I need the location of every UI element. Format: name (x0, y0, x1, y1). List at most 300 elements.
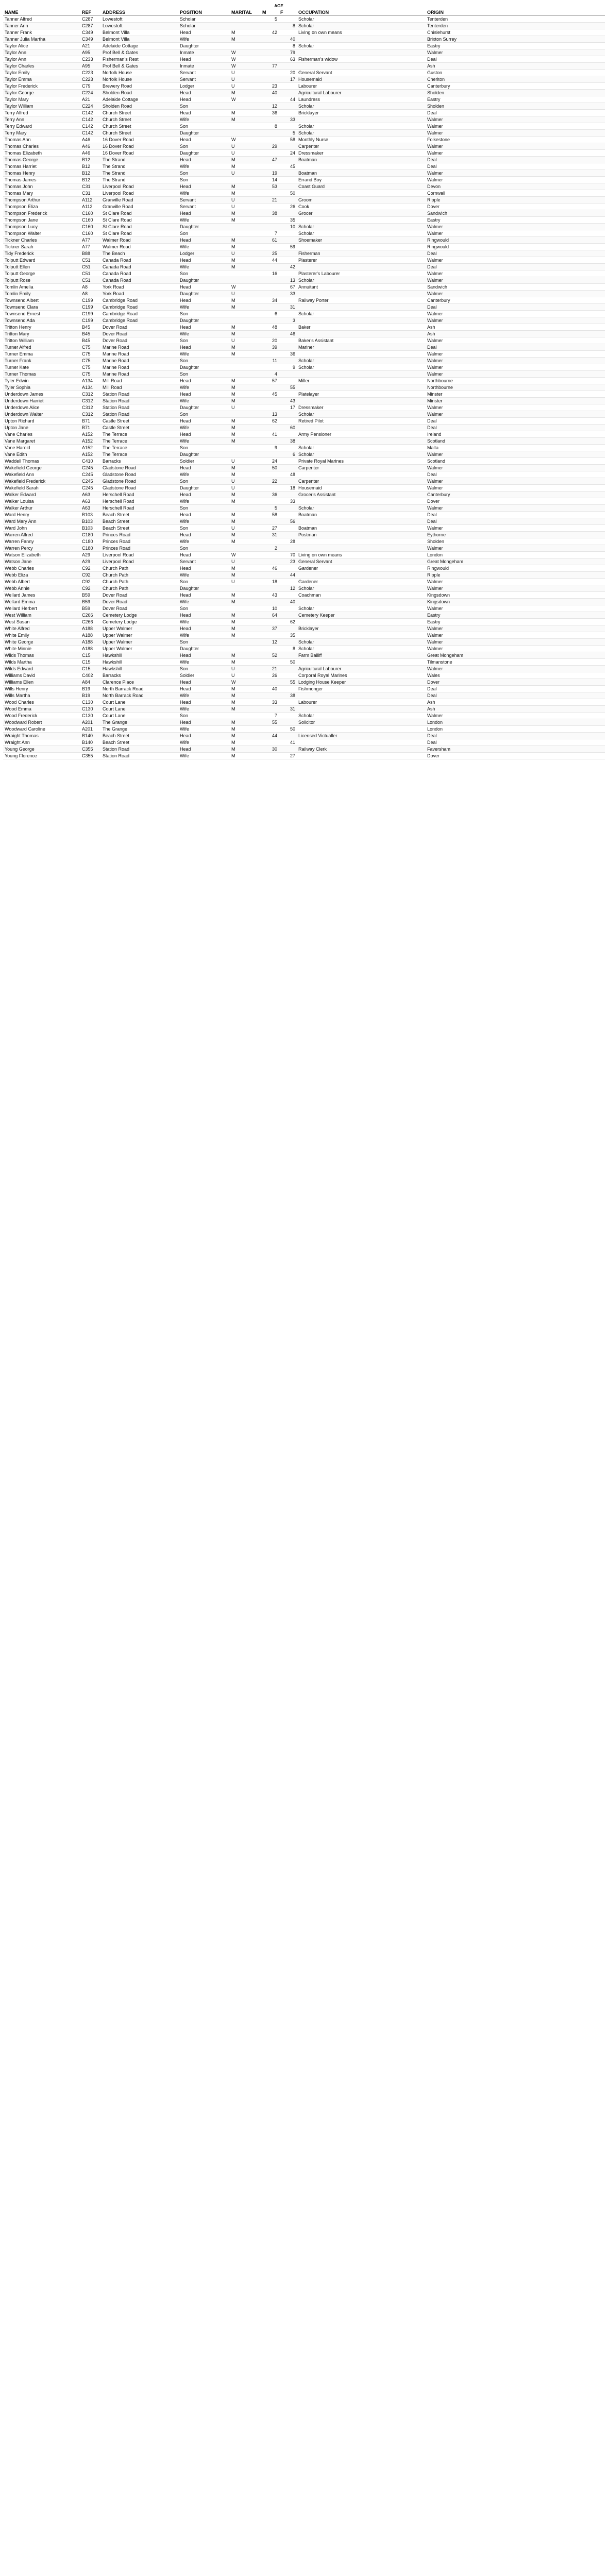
cell-address: Barracks (101, 458, 178, 465)
cell-origin: Tilmanstone (426, 659, 605, 666)
cell-f: 55 (279, 384, 297, 391)
cell-f (279, 16, 297, 23)
cell-marital: M (230, 190, 261, 197)
cell-origin: Walmer (426, 177, 605, 183)
cell-ref: C79 (80, 83, 101, 90)
cell-occupation: Agricultural Labourer (297, 90, 426, 96)
cell-marital: M (230, 465, 261, 471)
cell-position: Son (178, 713, 230, 719)
cell-name: Young George (3, 746, 80, 753)
cell-ref: C180 (80, 532, 101, 538)
cell-ref: C92 (80, 585, 101, 592)
cell-marital: M (230, 378, 261, 384)
cell-ref: A201 (80, 726, 101, 733)
cell-address: Marine Road (101, 351, 178, 358)
cell-occupation (297, 217, 426, 224)
cell-m: 39 (261, 344, 279, 351)
cell-position: Head (178, 96, 230, 103)
cell-position: Head (178, 652, 230, 659)
cell-origin: Deal (426, 692, 605, 699)
cell-address: Belmont Villa (101, 36, 178, 43)
cell-occupation: Scholar (297, 505, 426, 512)
cell-occupation (297, 190, 426, 197)
table-row (3, 96, 605, 103)
cell-name: Turner Kate (3, 364, 80, 371)
table-row (3, 445, 605, 451)
cell-origin: Walmer (426, 411, 605, 418)
cell-address: Court Lane (101, 699, 178, 706)
column-header-m: M (261, 9, 279, 16)
cell-ref: C160 (80, 230, 101, 237)
cell-occupation (297, 545, 426, 552)
cell-address: Canada Road (101, 257, 178, 264)
cell-position: Head (178, 378, 230, 384)
table-row (3, 666, 605, 672)
cell-address: Upper Walmer (101, 632, 178, 639)
cell-marital (230, 451, 261, 458)
cell-ref: A46 (80, 150, 101, 157)
cell-occupation: Scholar (297, 16, 426, 23)
cell-marital: M (230, 532, 261, 538)
cell-position: Daughter (178, 646, 230, 652)
cell-m: 18 (261, 579, 279, 585)
cell-marital: M (230, 733, 261, 739)
cell-occupation: Cook (297, 204, 426, 210)
table-row (3, 331, 605, 337)
table-row (3, 344, 605, 351)
cell-ref: A21 (80, 43, 101, 49)
cell-marital: M (230, 726, 261, 733)
cell-marital: U (230, 478, 261, 485)
cell-origin: Deal (426, 471, 605, 478)
cell-ref: A63 (80, 505, 101, 512)
cell-address: Station Road (101, 398, 178, 404)
cell-ref: C266 (80, 612, 101, 619)
cell-occupation: Carpenter (297, 143, 426, 150)
cell-occupation (297, 471, 426, 478)
table-row (3, 485, 605, 492)
cell-marital: M (230, 538, 261, 545)
cell-origin: Sandwich (426, 284, 605, 291)
cell-ref: A188 (80, 632, 101, 639)
cell-f (279, 183, 297, 190)
cell-occupation (297, 291, 426, 297)
cell-ref: B71 (80, 418, 101, 425)
cell-occupation: Mariner (297, 344, 426, 351)
cell-marital: M (230, 344, 261, 351)
table-row (3, 411, 605, 418)
cell-position: Head (178, 210, 230, 217)
cell-marital (230, 230, 261, 237)
table-row (3, 23, 605, 29)
cell-name: Tyler Edwin (3, 378, 80, 384)
cell-m: 5 (261, 16, 279, 23)
cell-name: Thomas Charles (3, 143, 80, 150)
cell-ref: B140 (80, 739, 101, 746)
cell-position: Wife (178, 331, 230, 337)
cell-ref: C75 (80, 371, 101, 378)
cell-m: 29 (261, 143, 279, 150)
cell-name: Vane Charles (3, 431, 80, 438)
cell-address: Lowestoft (101, 16, 178, 23)
cell-position: Soldier (178, 458, 230, 465)
cell-name: Webb Eliza (3, 572, 80, 579)
cell-name: Taylor Emma (3, 76, 80, 83)
cell-name: Thomas Henry (3, 170, 80, 177)
cell-address: Walmer Road (101, 237, 178, 244)
cell-position: Head (178, 733, 230, 739)
cell-name: Tanner Frank (3, 29, 80, 36)
cell-marital: M (230, 518, 261, 525)
cell-address: Cambridge Road (101, 311, 178, 317)
cell-address: Granville Road (101, 197, 178, 204)
cell-m: 57 (261, 378, 279, 384)
cell-position: Daughter (178, 317, 230, 324)
cell-m: 53 (261, 183, 279, 190)
cell-position: Head (178, 257, 230, 264)
cell-address: Court Lane (101, 706, 178, 713)
cell-ref: C15 (80, 652, 101, 659)
cell-marital: U (230, 70, 261, 76)
cell-m: 7 (261, 713, 279, 719)
table-row (3, 150, 605, 157)
cell-f: 35 (279, 632, 297, 639)
cell-name: White Minnie (3, 646, 80, 652)
cell-f (279, 297, 297, 304)
cell-f: 50 (279, 726, 297, 733)
table-row (3, 116, 605, 123)
cell-name: Tomlin Emily (3, 291, 80, 297)
cell-position: Son (178, 579, 230, 585)
cell-occupation: Scholar (297, 230, 426, 237)
cell-ref: C130 (80, 699, 101, 706)
cell-f (279, 378, 297, 384)
cell-f: 44 (279, 96, 297, 103)
cell-name: Thomas James (3, 177, 80, 183)
cell-occupation: Retired Pilot (297, 418, 426, 425)
cell-ref: C245 (80, 471, 101, 478)
cell-f (279, 197, 297, 204)
table-row (3, 438, 605, 445)
cell-origin: Walmer (426, 505, 605, 512)
cell-position: Daughter (178, 364, 230, 371)
cell-origin: Deal (426, 110, 605, 116)
cell-position: Head (178, 625, 230, 632)
cell-m: 23 (261, 83, 279, 90)
cell-origin: London (426, 552, 605, 558)
cell-ref: C75 (80, 344, 101, 351)
table-row (3, 632, 605, 639)
cell-address: Liverpool Road (101, 190, 178, 197)
table-row (3, 250, 605, 257)
cell-position: Lodger (178, 250, 230, 257)
cell-address: Herschell Road (101, 492, 178, 498)
cell-ref: B59 (80, 592, 101, 599)
cell-f: 33 (279, 291, 297, 297)
cell-f (279, 478, 297, 485)
cell-f: 63 (279, 56, 297, 63)
cell-m (261, 404, 279, 411)
cell-ref: C266 (80, 619, 101, 625)
cell-ref: C245 (80, 478, 101, 485)
cell-position: Wife (178, 244, 230, 250)
cell-marital: U (230, 672, 261, 679)
cell-m: 44 (261, 257, 279, 264)
cell-occupation: Scholar (297, 123, 426, 130)
cell-name: Watson Jane (3, 558, 80, 565)
cell-f: 27 (279, 753, 297, 759)
cell-f (279, 672, 297, 679)
table-row (3, 29, 605, 36)
table-row (3, 492, 605, 498)
cell-f: 5 (279, 130, 297, 137)
cell-address: Mill Road (101, 384, 178, 391)
cell-name: West William (3, 612, 80, 619)
cell-marital (230, 16, 261, 23)
cell-f: 62 (279, 619, 297, 625)
cell-name: Terry Alfred (3, 110, 80, 116)
cell-occupation (297, 331, 426, 337)
cell-name: Tolputt Ellen (3, 264, 80, 270)
table-row (3, 572, 605, 579)
cell-name: Webb Albert (3, 579, 80, 585)
cell-address: The Terrace (101, 445, 178, 451)
cell-marital (230, 123, 261, 130)
cell-ref: A112 (80, 197, 101, 204)
cell-position: Son (178, 639, 230, 646)
cell-address: The Strand (101, 170, 178, 177)
cell-name: Warren Percy (3, 545, 80, 552)
cell-ref: A134 (80, 378, 101, 384)
cell-address: Church Path (101, 579, 178, 585)
table-row (3, 43, 605, 49)
cell-name: Wood Emma (3, 706, 80, 713)
cell-ref: B45 (80, 324, 101, 331)
cell-ref: C312 (80, 391, 101, 398)
cell-position: Scholar (178, 16, 230, 23)
cell-origin: Walmer (426, 337, 605, 344)
cell-marital: U (230, 525, 261, 532)
cell-occupation: Lodging House Keeper (297, 679, 426, 686)
cell-marital (230, 371, 261, 378)
table-row (3, 90, 605, 96)
table-row (3, 237, 605, 244)
cell-name: Terry Ann (3, 116, 80, 123)
cell-origin: Deal (426, 157, 605, 163)
cell-name: Thompson Arthur (3, 197, 80, 204)
table-row (3, 525, 605, 532)
cell-name: Woodward Robert (3, 719, 80, 726)
cell-origin: Cheriton (426, 76, 605, 83)
cell-address: Upper Walmer (101, 625, 178, 632)
cell-origin: Walmer (426, 116, 605, 123)
cell-name: Tickner Sarah (3, 244, 80, 250)
cell-occupation: Baker (297, 324, 426, 331)
cell-marital: M (230, 217, 261, 224)
cell-position: Servant (178, 204, 230, 210)
cell-f (279, 170, 297, 177)
cell-occupation: Dressmaker (297, 404, 426, 411)
cell-name: Vane Margaret (3, 438, 80, 445)
cell-marital (230, 177, 261, 183)
cell-name: Taylor William (3, 103, 80, 110)
cell-address: St Clare Road (101, 224, 178, 230)
cell-occupation (297, 36, 426, 43)
cell-position: Son (178, 545, 230, 552)
cell-ref: A188 (80, 639, 101, 646)
cell-name: Ward Henry (3, 512, 80, 518)
cell-address: Church Street (101, 130, 178, 137)
table-row (3, 170, 605, 177)
cell-ref: A188 (80, 625, 101, 632)
cell-name: Ward Mary Ann (3, 518, 80, 525)
cell-address: Princes Road (101, 532, 178, 538)
cell-marital: M (230, 512, 261, 518)
column-header-origin: ORIGIN (426, 9, 605, 16)
cell-name: Thompson Jane (3, 217, 80, 224)
cell-ref: C130 (80, 713, 101, 719)
table-row (3, 337, 605, 344)
cell-m (261, 558, 279, 565)
cell-m: 41 (261, 431, 279, 438)
table-row (3, 592, 605, 599)
cell-name: Turner Alfred (3, 344, 80, 351)
cell-ref: B71 (80, 425, 101, 431)
cell-address: The Strand (101, 177, 178, 183)
cell-occupation (297, 692, 426, 699)
cell-origin: Walmer (426, 170, 605, 177)
cell-m: 52 (261, 652, 279, 659)
cell-marital: M (230, 592, 261, 599)
cell-m (261, 190, 279, 197)
cell-marital: U (230, 204, 261, 210)
table-row (3, 612, 605, 619)
cell-occupation (297, 726, 426, 733)
table-row (3, 699, 605, 706)
cell-address: Gladstone Road (101, 471, 178, 478)
cell-origin: Eastry (426, 43, 605, 49)
cell-name: Thomas Mary (3, 190, 80, 197)
cell-ref: B12 (80, 170, 101, 177)
cell-f: 67 (279, 284, 297, 291)
table-row (3, 692, 605, 699)
cell-m (261, 753, 279, 759)
cell-m: 19 (261, 170, 279, 177)
cell-f (279, 652, 297, 659)
cell-f: 50 (279, 659, 297, 666)
cell-f: 60 (279, 425, 297, 431)
table-row (3, 36, 605, 43)
cell-name: Thomas John (3, 183, 80, 190)
cell-m: 12 (261, 639, 279, 646)
cell-ref: B12 (80, 157, 101, 163)
cell-name: Wellard James (3, 592, 80, 599)
cell-m (261, 317, 279, 324)
cell-position: Head (178, 686, 230, 692)
cell-marital (230, 445, 261, 451)
cell-address: Gladstone Road (101, 485, 178, 492)
cell-f (279, 157, 297, 163)
cell-origin: Walmer (426, 478, 605, 485)
cell-f (279, 625, 297, 632)
cell-marital (230, 411, 261, 418)
cell-m (261, 585, 279, 592)
cell-ref: C224 (80, 90, 101, 96)
cell-ref: C402 (80, 672, 101, 679)
cell-name: White George (3, 639, 80, 646)
cell-address: Sholden Road (101, 90, 178, 96)
cell-m: 4 (261, 371, 279, 378)
table-row (3, 83, 605, 90)
cell-marital (230, 130, 261, 137)
cell-origin: Walmer (426, 545, 605, 552)
cell-position: Wife (178, 190, 230, 197)
cell-occupation: Dressmaker (297, 150, 426, 157)
cell-f (279, 257, 297, 264)
cell-position: Head (178, 565, 230, 572)
cell-f (279, 371, 297, 378)
cell-origin: Walmer (426, 277, 605, 284)
cell-m: 24 (261, 458, 279, 465)
cell-m (261, 49, 279, 56)
table-row (3, 652, 605, 659)
census-table (3, 3, 605, 759)
cell-address: Beach Street (101, 525, 178, 532)
cell-f (279, 431, 297, 438)
cell-ref: C410 (80, 458, 101, 465)
cell-f (279, 532, 297, 538)
cell-position: Wife (178, 599, 230, 605)
table-body (3, 16, 605, 759)
cell-m (261, 739, 279, 746)
table-row (3, 190, 605, 197)
cell-ref: A29 (80, 558, 101, 565)
cell-origin: Eastry (426, 96, 605, 103)
cell-marital (230, 545, 261, 552)
table-row (3, 297, 605, 304)
cell-marital: M (230, 425, 261, 431)
table-row (3, 163, 605, 170)
cell-position: Head (178, 391, 230, 398)
cell-address: The Terrace (101, 431, 178, 438)
cell-marital: M (230, 599, 261, 605)
cell-occupation: Scholar (297, 130, 426, 137)
cell-ref: B12 (80, 177, 101, 183)
cell-name: Terry Edward (3, 123, 80, 130)
cell-origin: Deal (426, 304, 605, 311)
cell-origin: Ash (426, 324, 605, 331)
cell-m: 20 (261, 337, 279, 344)
cell-f (279, 666, 297, 672)
column-header-occupation: OCCUPATION (297, 9, 426, 16)
cell-marital: M (230, 110, 261, 116)
cell-address: Church Path (101, 565, 178, 572)
cell-m: 26 (261, 672, 279, 679)
cell-f (279, 237, 297, 244)
cell-address: The Strand (101, 157, 178, 163)
cell-occupation (297, 264, 426, 270)
cell-m (261, 659, 279, 666)
cell-ref: A84 (80, 679, 101, 686)
table-row (3, 70, 605, 76)
cell-f: 55 (279, 679, 297, 686)
cell-f (279, 592, 297, 599)
cell-position: Head (178, 465, 230, 471)
cell-name: Townsend Albert (3, 297, 80, 304)
cell-origin: Deal (426, 739, 605, 746)
cell-marital: U (230, 143, 261, 150)
cell-origin: Walmer (426, 230, 605, 237)
